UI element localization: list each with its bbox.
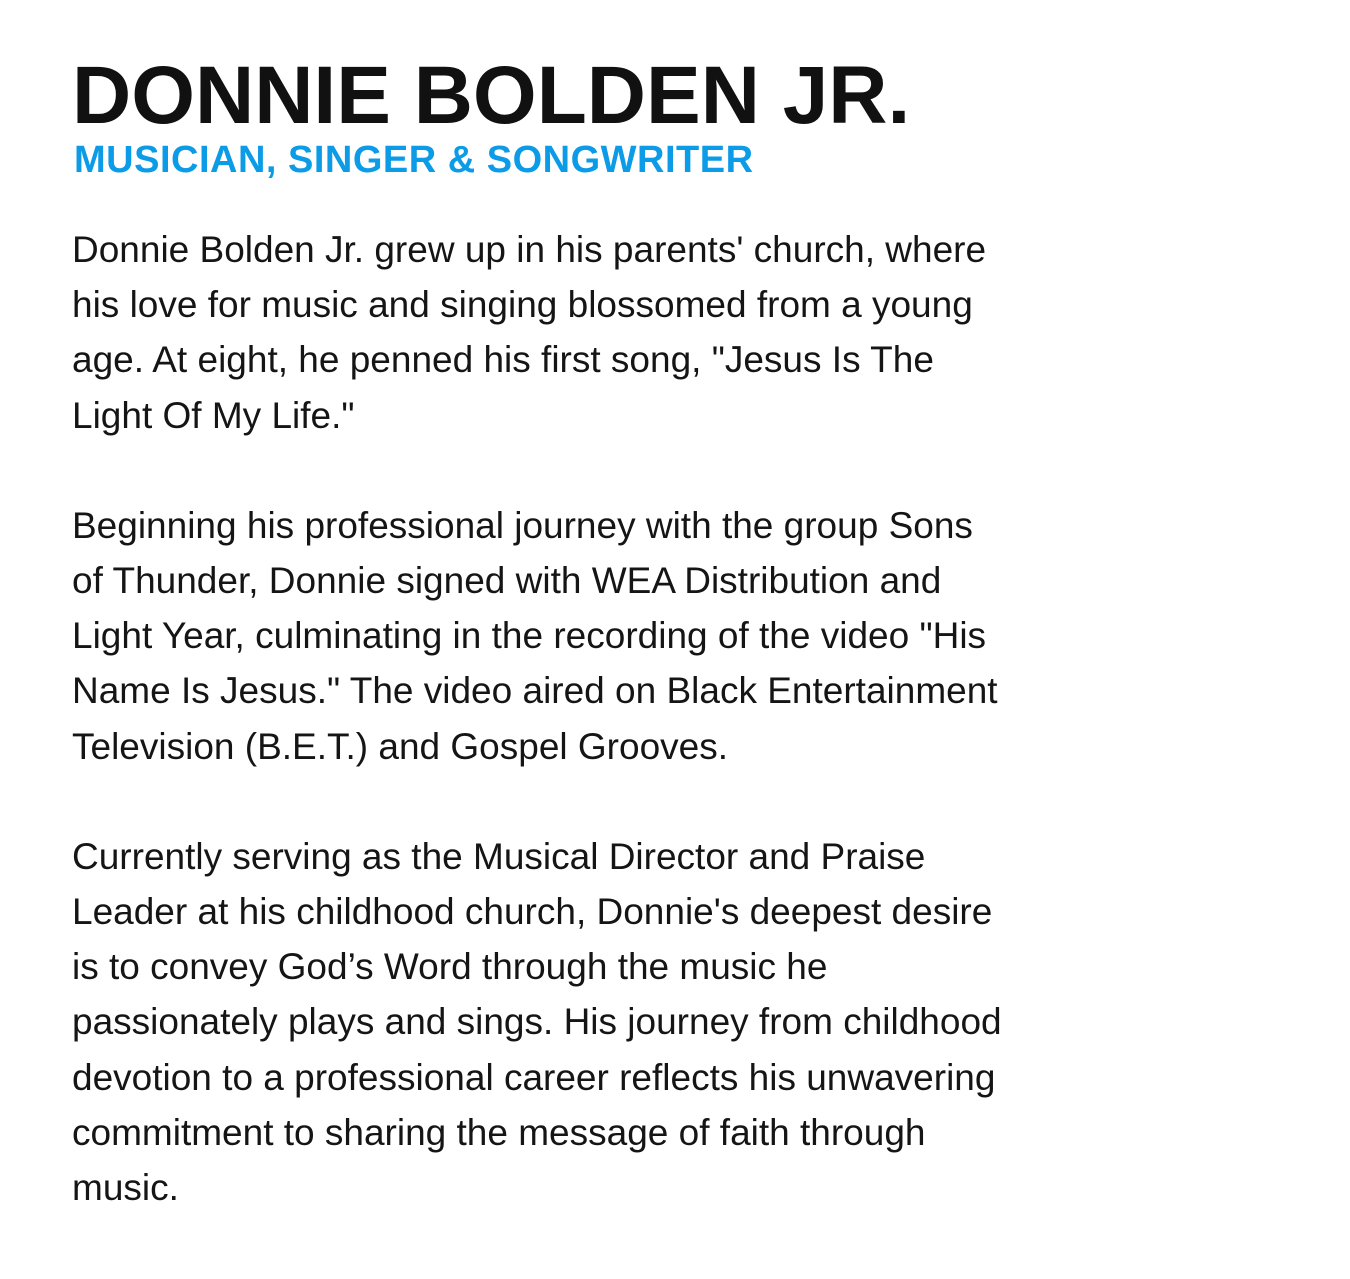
bio-line: passionately plays and sings. His journey from childhood <box>72 1001 1002 1043</box>
bio-line: his love for music and singing blossomed from a young <box>72 284 973 326</box>
bio-paragraph-3 <box>72 829 1312 1215</box>
bio-line: age. At eight, he penned his first song, "Jesus Is The <box>72 339 934 381</box>
bio-line: Donnie Bolden Jr. grew up in his parents' church, where <box>72 229 987 270</box>
bio-card <box>72 52 1312 1270</box>
bio-line: Light Of My Life." <box>72 394 355 436</box>
bio-line: music. <box>72 1167 179 1209</box>
artist-name: DONNIE BOLDEN JR. <box>72 50 911 141</box>
bio-line: Light Year, culminating in the recording of the video "His <box>72 615 987 657</box>
artist-role: MUSICIAN, SINGER & SONGWRITER <box>74 139 754 181</box>
bio-line: commitment to sharing the message of faith through <box>72 1111 926 1153</box>
bio-line: devotion to a professional career reflects his unwavering <box>72 1056 996 1098</box>
bio-line: Name Is Jesus." The video aired on Black Entertainment <box>72 670 998 712</box>
bio-text <box>72 222 1312 1215</box>
bio-line: Television (B.E.T.) and Gospel Grooves. <box>72 725 729 767</box>
bio-line: Currently serving as the Musical Director and Praise <box>72 835 926 877</box>
bio-paragraph-2 <box>72 498 1312 774</box>
bio-line: Beginning his professional journey with the group Sons <box>72 504 973 546</box>
bio-line: is to convey God’s Word through the music he <box>72 946 828 988</box>
bio-paragraph-1 <box>72 222 1312 443</box>
bio-line: of Thunder, Donnie signed with WEA Distribution and <box>72 560 942 602</box>
bio-line: Leader at his childhood church, Donnie's deepest desire <box>72 891 993 933</box>
